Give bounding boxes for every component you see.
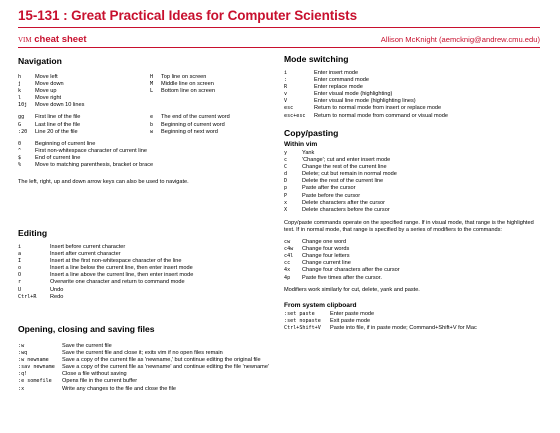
command-description: Enter command mode xyxy=(314,77,370,84)
command-description: Change one word xyxy=(302,239,347,246)
command-description: Beginning of current word xyxy=(161,121,225,128)
command-description: Write any changes to the file and close the file xyxy=(62,385,177,392)
command-row xyxy=(18,287,270,294)
command-description: Insert at the first non-whitespace character of the line xyxy=(50,258,182,265)
command-key: H xyxy=(150,74,154,80)
command-key: p xyxy=(284,185,288,192)
command-row xyxy=(18,364,270,371)
command-description: Move down 10 lines xyxy=(35,102,85,109)
command-description: 'Change'; cut and enter insert mode xyxy=(302,157,391,164)
command-description: Return to normal mode from command or visual mode xyxy=(314,112,448,119)
command-key: y xyxy=(284,150,288,156)
command-description: Insert a line above the current line, then enter insert mode xyxy=(50,272,194,279)
command-row xyxy=(150,129,270,136)
command-row xyxy=(284,185,542,192)
command-key: x xyxy=(284,199,288,206)
command-description: Delete characters after the cursor xyxy=(302,199,386,206)
command-description: Delete; cut but remain in normal mode xyxy=(302,171,397,178)
command-row xyxy=(284,178,542,185)
command-description: Return to normal mode from insert or replace mode xyxy=(314,105,442,112)
command-key: M xyxy=(150,81,154,88)
subtitle xyxy=(18,34,87,45)
command-key: e xyxy=(150,114,154,121)
command-key: d xyxy=(284,171,288,178)
command-key: esc xyxy=(284,105,294,112)
command-key: L xyxy=(150,88,154,95)
command-key: :q! xyxy=(18,371,28,378)
command-description: Save the current file xyxy=(62,343,112,349)
command-row xyxy=(150,74,270,81)
command-key: :e somefile xyxy=(18,378,52,385)
command-row xyxy=(18,258,270,265)
command-description: Change four characters after the cursor xyxy=(302,267,400,274)
command-row xyxy=(284,77,542,84)
files-list xyxy=(18,343,270,393)
copy-range-note: Copy/paste commands operate on the specified range. If in visual mode, that range is the highlighted text. If in normal mode, that range is specified by a series of modifiers to the commands: xyxy=(284,219,534,233)
command-key: esc+esc xyxy=(284,112,306,119)
subtitle-cheat-sheet: cheat sheet xyxy=(31,34,87,45)
command-row xyxy=(18,88,150,95)
modes-heading: Mode switching xyxy=(284,54,349,64)
command-key: V xyxy=(284,98,288,105)
command-key: a xyxy=(18,251,22,258)
command-key: X xyxy=(284,206,288,213)
command-description: Top line on screen xyxy=(161,74,207,80)
command-key: c4w xyxy=(284,246,294,253)
command-row xyxy=(284,91,542,98)
nav-word-moves xyxy=(150,114,270,135)
command-description: Enter insert mode xyxy=(314,70,359,76)
nav-group-1 xyxy=(18,74,270,109)
command-key: :set nopaste xyxy=(284,317,321,324)
command-description: Opens file in the current buffer xyxy=(62,378,138,385)
author: Allison McKnight (aemcknig@andrew.cmu.edu) xyxy=(380,35,540,44)
command-row xyxy=(284,150,542,157)
command-key: c xyxy=(284,157,288,164)
command-description: Undo xyxy=(50,286,64,293)
command-description: Move down xyxy=(35,81,64,88)
command-description: Insert before current character xyxy=(50,244,126,250)
navigation-section xyxy=(18,56,270,186)
command-key: k xyxy=(18,88,22,95)
command-key: % xyxy=(18,162,22,169)
command-key: Ctrl+Shift+V xyxy=(284,324,321,331)
copy-section xyxy=(284,128,542,332)
command-key: h xyxy=(18,74,22,80)
command-key: :x xyxy=(18,385,25,392)
command-description: Paste before the cursor xyxy=(302,192,361,199)
command-key: O xyxy=(18,272,22,279)
command-key: Ctrl+R xyxy=(18,293,37,300)
command-description: Move left xyxy=(35,74,58,80)
command-key: G xyxy=(18,121,22,128)
command-row xyxy=(284,164,542,171)
command-row xyxy=(284,239,542,246)
command-key: cc xyxy=(284,260,291,267)
command-row xyxy=(150,122,270,129)
command-row xyxy=(284,98,542,105)
command-row xyxy=(18,343,270,350)
clipboard-heading: From system clipboard xyxy=(284,301,357,309)
command-row xyxy=(18,294,270,301)
command-description: Save a copy of the current file as 'newname,' but continue editing the original file xyxy=(62,357,261,364)
command-row xyxy=(18,81,150,88)
copy-heading: Copy/pasting xyxy=(284,128,339,138)
command-description: Middle line on screen xyxy=(161,81,214,88)
command-row xyxy=(284,260,542,267)
nav-basic-moves xyxy=(18,74,150,109)
command-row xyxy=(284,70,542,77)
command-description: Delete the rest of the current line xyxy=(302,178,384,185)
command-key: D xyxy=(284,178,288,185)
command-description: Yank xyxy=(302,150,315,156)
command-row xyxy=(18,265,270,272)
command-key: ^ xyxy=(18,147,22,154)
command-row xyxy=(284,157,542,164)
command-row xyxy=(284,105,542,112)
command-row xyxy=(284,200,542,207)
command-row xyxy=(284,325,542,332)
command-description: Change current line xyxy=(302,260,351,267)
nav-screen-moves xyxy=(150,74,270,109)
command-key: U xyxy=(18,286,22,293)
command-row xyxy=(18,279,270,286)
title-rule xyxy=(18,27,540,28)
command-row xyxy=(284,84,542,91)
command-row xyxy=(18,350,270,357)
command-key: v xyxy=(284,91,288,98)
command-description: Change the rest of the current line xyxy=(302,164,387,171)
modifier-list xyxy=(284,239,542,282)
command-description: Change four letters xyxy=(302,253,350,260)
files-heading: Opening, closing and saving files xyxy=(18,324,155,334)
nav-group-2 xyxy=(18,114,270,135)
command-description: Enter replace mode xyxy=(314,84,363,91)
command-row xyxy=(284,193,542,200)
command-key: c4l xyxy=(284,253,294,260)
command-description: Enter visual line mode (highlighting lines) xyxy=(314,98,416,105)
command-key: $ xyxy=(18,154,22,161)
command-row xyxy=(284,253,542,260)
command-row xyxy=(18,95,150,102)
command-description: First line of the file xyxy=(35,114,81,121)
command-description: Enter visual mode (highlighting) xyxy=(314,91,393,98)
command-key: R xyxy=(284,84,288,91)
command-row xyxy=(18,378,270,385)
command-description: The end of the current word xyxy=(161,114,230,121)
command-row xyxy=(18,122,150,129)
page-title: 15-131 : Great Practical Ideas for Computer Scientists xyxy=(18,8,357,23)
command-description: Overwrite one character and return to command mode xyxy=(50,279,185,286)
command-key: :set paste xyxy=(284,310,315,317)
command-description: End of current line xyxy=(35,154,81,161)
command-key: P xyxy=(284,192,288,199)
command-key: C xyxy=(284,164,288,171)
command-description: Paste after the cursor xyxy=(302,185,356,192)
command-row xyxy=(18,102,150,109)
command-key: :sav newname xyxy=(18,364,55,371)
command-row xyxy=(18,386,270,393)
command-description: Move up xyxy=(35,88,57,95)
editing-heading: Editing xyxy=(18,228,48,238)
command-row xyxy=(18,114,150,121)
command-row xyxy=(284,311,542,318)
files-section xyxy=(18,324,270,393)
command-row xyxy=(18,371,270,378)
command-row xyxy=(284,275,542,282)
command-description: Change four words xyxy=(302,246,350,253)
command-description: Insert a line below the current line, then enter insert mode xyxy=(50,265,193,272)
command-key: : xyxy=(284,77,288,84)
command-row xyxy=(284,267,542,274)
navigation-heading: Navigation xyxy=(18,56,62,66)
command-description: Paste five times after the cursor. xyxy=(302,274,382,281)
editing-list xyxy=(18,244,270,301)
copy-list xyxy=(284,150,542,214)
command-row xyxy=(18,148,270,155)
command-key: 0 xyxy=(18,140,22,147)
command-description: Beginning of current line xyxy=(35,140,96,147)
command-description: Redo xyxy=(50,293,64,300)
command-description: Save a copy of the current file as 'newname' and continue editing the file 'newname' xyxy=(62,364,270,371)
nav-line-moves xyxy=(18,141,270,169)
command-row xyxy=(284,207,542,214)
command-row xyxy=(284,246,542,253)
editing-section xyxy=(18,228,270,301)
command-description: Enter paste mode xyxy=(330,310,375,317)
nav-file-moves xyxy=(18,114,150,135)
command-key: l xyxy=(18,95,22,102)
command-key: I xyxy=(18,258,22,265)
command-description: Save the current file and close it; exits vim if no open files remain xyxy=(62,350,223,357)
command-description: Move to matching parenthesis, bracket or brace xyxy=(35,162,154,169)
command-row xyxy=(150,88,270,95)
command-row xyxy=(284,171,542,178)
command-key: i xyxy=(18,244,22,250)
command-key: :wq xyxy=(18,350,28,357)
command-row xyxy=(18,244,270,251)
command-key: o xyxy=(18,265,22,272)
command-description: Delete characters before the cursor xyxy=(302,206,390,213)
command-description: Bottom line on screen xyxy=(161,88,216,95)
command-row xyxy=(18,251,270,258)
navigation-note: The left, right, up and down arrow keys can also be used to navigate. xyxy=(18,179,189,186)
command-key: 4x xyxy=(284,267,291,274)
command-key: j xyxy=(18,81,22,88)
command-row xyxy=(284,318,542,325)
command-row xyxy=(18,162,270,169)
command-row xyxy=(284,113,542,120)
command-row xyxy=(18,357,270,364)
command-row xyxy=(18,155,270,162)
command-description: Move right xyxy=(35,95,62,102)
command-key: i xyxy=(284,70,288,76)
modifier-note: Modifiers work similarly for cut, delete, yank and paste. xyxy=(284,286,420,293)
clipboard-list xyxy=(284,311,542,332)
command-key: w xyxy=(150,128,154,135)
command-row xyxy=(18,272,270,279)
within-vim-heading: Within vim xyxy=(284,141,318,148)
subtitle-vim: vim xyxy=(18,35,32,45)
command-description: Last line of the file xyxy=(35,121,81,128)
command-row xyxy=(150,114,270,121)
command-row xyxy=(150,81,270,88)
modes-list xyxy=(284,70,542,120)
command-key: b xyxy=(150,121,154,128)
command-description: Beginning of next word xyxy=(161,128,218,135)
command-description: Line 20 of the file xyxy=(35,128,78,135)
command-row xyxy=(18,141,270,148)
command-row xyxy=(18,129,150,136)
command-key: cw xyxy=(284,239,291,246)
subtitle-rule xyxy=(18,47,540,48)
command-key: :w newname xyxy=(18,357,49,364)
command-key: :w xyxy=(18,343,25,349)
command-description: Exit paste mode xyxy=(330,317,371,324)
command-description: First non-whitespace character of current line xyxy=(35,147,147,154)
command-key: 10j xyxy=(18,102,28,109)
command-key: :20 xyxy=(18,128,28,135)
command-description: Insert after current character xyxy=(50,251,121,258)
command-description: Close a file without saving xyxy=(62,371,127,378)
command-description: Paste into file, if in paste mode; Command+Shift+V for Mac xyxy=(330,324,477,331)
modes-section xyxy=(284,54,542,120)
command-key: 4p xyxy=(284,274,291,281)
command-key: r xyxy=(18,279,22,286)
command-row xyxy=(18,74,150,81)
command-key: gg xyxy=(18,114,25,121)
